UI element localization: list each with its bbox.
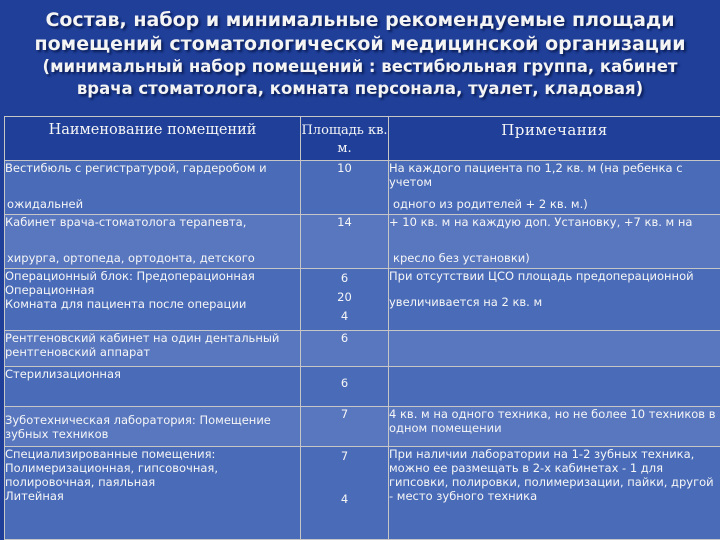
row-name-cell (5, 161, 301, 215)
header-area: Площадь кв. м. (301, 117, 389, 161)
row-name: Специализированные помещения: (5, 447, 216, 461)
row-note: + 10 кв. м на каждую доп. Установку, +7 кв. м на (389, 215, 693, 229)
title-line-4: врача стоматолога, комната персонала, туалет, кладовая) (76, 79, 644, 98)
row-name-line: Литейная (5, 489, 64, 503)
row-area: 6 (301, 367, 389, 407)
row-name: Зуботехническая лаборатория: Помещение зубных техников (5, 407, 301, 447)
row-area: 6 (301, 331, 389, 367)
row-name-line: Полимеризационная, гипсовочная, (5, 461, 218, 475)
row-area: 14 (301, 215, 389, 269)
row-note (389, 331, 720, 367)
row-note (389, 367, 720, 407)
rooms-table (4, 116, 720, 540)
row-name-line: Операционная (5, 283, 95, 297)
row-note: На каждого пациента по 1,2 кв. м (на ребенка с учетом (389, 161, 683, 189)
row-note: 4 кв. м на одного техника, но не более 10 техников в одном помещении (389, 407, 720, 447)
row-name-continued: хирурга, ортопеда, ортодонта, детского (7, 251, 255, 265)
row-note: При отсутствии ЦСО площадь предоперационной (389, 269, 694, 283)
row-area: 20 (337, 290, 352, 304)
row-note-cell (389, 269, 720, 331)
row-note-cell (389, 161, 720, 215)
row-name-cell (5, 269, 301, 331)
slide-title (0, 8, 720, 100)
table-row (5, 215, 720, 269)
row-area-cell (301, 447, 389, 540)
header-name: Наименование помещений (5, 117, 301, 161)
row-note-continued: увеличивается на 2 кв. м (389, 295, 543, 309)
table-row (5, 161, 720, 215)
row-name-cell (5, 447, 301, 540)
row-name: Стерилизационная (5, 367, 301, 407)
row-note-continued: одного из родителей + 2 кв. м.) (393, 197, 588, 211)
header-note: Примечания (389, 117, 720, 161)
row-area: 6 (340, 271, 349, 285)
table-header-row (5, 117, 720, 161)
title-line-1: Состав, набор и минимальные рекомендуемые площади (45, 9, 675, 31)
title-line-3: (минимальный набор помещений : вестибюльная группа, кабинет (42, 57, 678, 76)
row-area: 10 (301, 161, 389, 215)
row-area-cell (301, 269, 389, 331)
row-note: При наличии лаборатории на 1-2 зубных техника, можно ее размещать в 2-х кабинетах - 1 для гипсовки, полировки, полимеризации, пайки, другой - место зубного техника (389, 447, 720, 540)
row-area: 4 (340, 492, 349, 506)
table-row (5, 331, 720, 367)
row-area: 7 (301, 407, 389, 447)
row-name-cell (5, 215, 301, 269)
row-area: 4 (340, 309, 349, 323)
row-name: Рентгеновский кабинет на один дентальный рентгеновский аппарат (5, 331, 301, 367)
row-name-line: полировочная, паяльная (5, 475, 156, 489)
table-row (5, 447, 720, 540)
table-row (5, 367, 720, 407)
row-area: 7 (340, 449, 349, 463)
table-row (5, 269, 720, 331)
row-name: Кабинет врача-стоматолога терапевта, (5, 215, 247, 229)
table-row (5, 407, 720, 447)
row-name-line: Комната для пациента после операции (5, 297, 247, 311)
row-name: Операционный блок: Предоперационная (5, 269, 255, 283)
row-name: Вестибюль с регистратурой, гардеробом и (5, 161, 267, 175)
row-name-continued: ожидальней (7, 197, 84, 211)
title-line-2: помещений стоматологической медицинской организации (34, 33, 686, 55)
row-note-cell (389, 215, 720, 269)
row-note-continued: кресло без установки) (393, 251, 530, 265)
